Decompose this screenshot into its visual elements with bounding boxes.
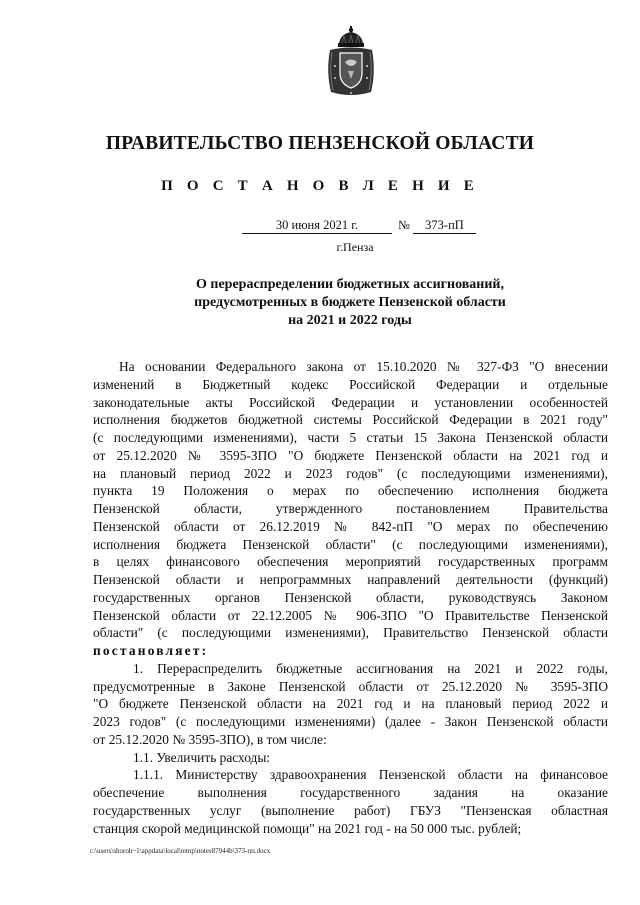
body-line: пункта 19 Положения о мерах по обеспечению исполнения бюджета	[93, 483, 608, 499]
item-1-1: 1.1. Увеличить расходы:	[133, 749, 271, 765]
item-1-line: от 25.12.2020 № 3595-ЗПО), в том числе:	[93, 731, 327, 747]
file-path-footer: c:\users\shoroh~1\appdata\local\temp\notes87944b\373-пп.docx	[90, 847, 271, 855]
document-subject	[120, 276, 580, 330]
body-line: изменений в Бюджетный кодекс Российской Федерации и отдельные	[93, 376, 608, 392]
document-type: П О С Т А Н О В Л Е Н И Е	[161, 178, 479, 194]
item-1-line: 2023 годов" (с последующими изменениями) (далее - Закон Пензенской области	[93, 714, 608, 729]
item-1-1-1-line: обеспечение выполнения государственного задания на оказание	[93, 785, 608, 800]
body-line: (с последующими изменениями), части 5 статьи 15 Закона Пензенской области	[93, 430, 608, 445]
government-title: ПРАВИТЕЛЬСТВО ПЕНЗЕНСКОЙ ОБЛАСТИ	[105, 133, 535, 154]
body-line: области" (с последующими изменениями), Правительство Пензенской области	[93, 625, 608, 641]
subject-line: на 2021 и 2022 годы	[288, 313, 412, 328]
body-line: На основании Федерального закона от 15.10.2020 № 327-ФЗ "О внесении	[119, 359, 608, 374]
item-1-line: 1. Перераспределить бюджетные ассигнования на 2021 и 2022 годы,	[133, 660, 608, 676]
coat-of-arms-icon	[326, 26, 376, 98]
number-sign: №	[398, 218, 410, 232]
body-line: Пензенской области и непрограммных направлений деятельности (функций)	[93, 572, 608, 587]
document-date: 30 июня 2021 г.	[242, 217, 392, 234]
document-number: 373-пП	[413, 217, 476, 234]
item-1-line: "О бюджете Пензенской области на 2021 год и на плановый период 2022 и	[93, 696, 608, 712]
document-body	[93, 358, 608, 837]
body-line: на плановый период 2022 и 2023 годов" (с последующими изменениями),	[93, 465, 608, 481]
body-line: государственных органов Пензенской области, руководствуясь Законом	[93, 589, 608, 605]
item-1-1-1-line: станция скорой медицинской помощи" на 2021 год - на 50 000 тыс. рублей;	[93, 820, 522, 836]
item-1-1-1-line: 1.1.1. Министерству здравоохранения Пензенской области на финансовое	[133, 767, 608, 783]
body-line: Пензенской области от 26.12.2019 № 842-пП "О мерах по обеспечению	[93, 518, 608, 534]
body-line: законодательные акты Российской Федерации и установлении особенностей	[93, 394, 608, 410]
subject-line: О перераспределении бюджетных ассигнований,	[196, 277, 504, 292]
city-name: г.Пенза	[336, 240, 374, 254]
body-line: Пензенской области, утвержденного постановлением Правительства	[93, 501, 608, 516]
body-line: исполнения бюджетов бюджетной системы Российской Федерации в 2021 году"	[93, 412, 608, 428]
decrees-word: постановляет:	[93, 643, 209, 658]
body-line: в целях финансового обеспечения мероприятий государственных программ	[93, 554, 608, 570]
item-1-line: предусмотренные в Законе Пензенской области от 25.12.2020 № 3595-ЗПО	[93, 678, 608, 694]
body-line: исполнения бюджета Пензенской области" (с последующими изменениями),	[93, 536, 608, 552]
subject-line: предусмотренных в бюджете Пензенской области	[194, 295, 506, 310]
item-1-1-1-line: государственных услуг (выполнение работ) ГБУЗ "Пензенская областная	[93, 802, 608, 818]
body-line: от 25.12.2020 № 3595-ЗПО "О бюджете Пензенской области на 2021 год и	[93, 447, 608, 463]
body-line: Пензенской области от 22.12.2005 № 906-ЗПО "О Правительстве Пензенской	[93, 607, 608, 623]
